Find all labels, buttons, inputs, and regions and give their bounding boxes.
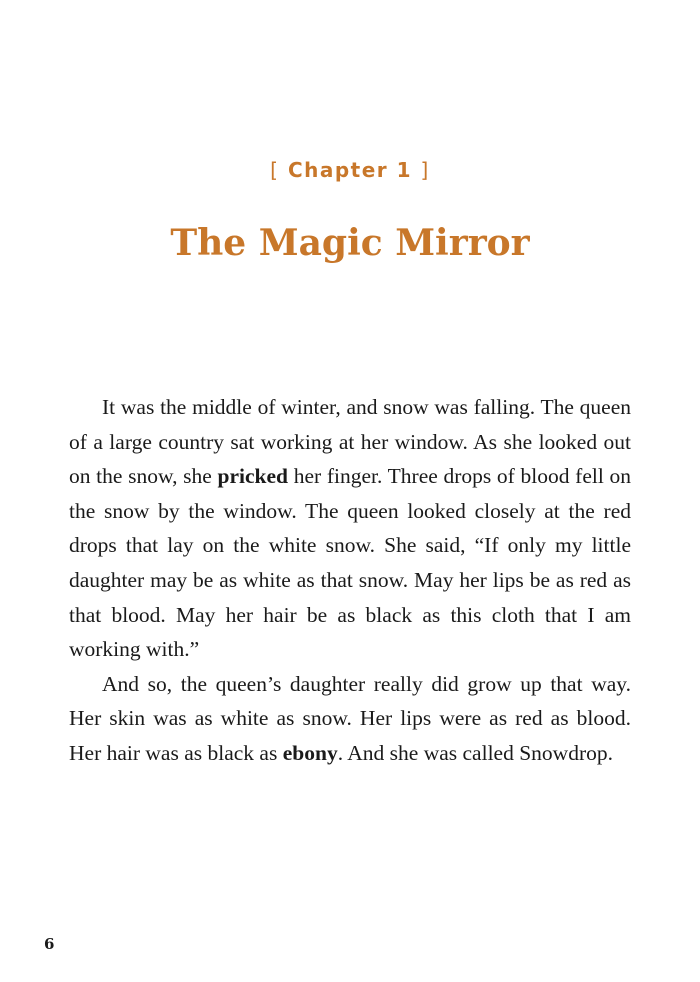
chapter-label-open-bracket: [ — [270, 158, 280, 182]
chapter-label — [0, 158, 700, 182]
chapter-label-close-bracket: ] — [420, 158, 430, 182]
chapter-title: The Magic Mirror — [170, 222, 530, 264]
body-text — [69, 390, 631, 771]
paragraph-1-text-1: It was the middle of winter, and snow was falling. The queen of a large country sat working at her window. As she looked out on the snow, she — [69, 395, 631, 489]
paragraph-2-text-2: . And she was called Snowdrop. — [337, 740, 613, 765]
chapter-number: Chapter 1 — [287, 158, 413, 182]
vocabulary-word-pricked: pricked — [217, 464, 289, 489]
paragraph-1-text-2: her finger. Three drops of blood fell on the snow by the window. The queen looked closely at the red drops that lay on the white snow. She said, “If only my little daughter may be as white as that snow. May her lips be as red as that blood. May her hair be as black as this cloth that I am working with.” — [69, 464, 631, 662]
vocabulary-word-ebony: ebony — [282, 740, 338, 765]
paragraph-2 — [69, 667, 631, 771]
paragraph-2-text-1: And so, the queen’s daughter really did grow up that way. Her skin was as white as snow. Her lips were as red as blood. Her hair was as black as — [69, 671, 631, 765]
paragraph-1 — [69, 390, 631, 667]
page-number: 6 — [44, 935, 55, 953]
